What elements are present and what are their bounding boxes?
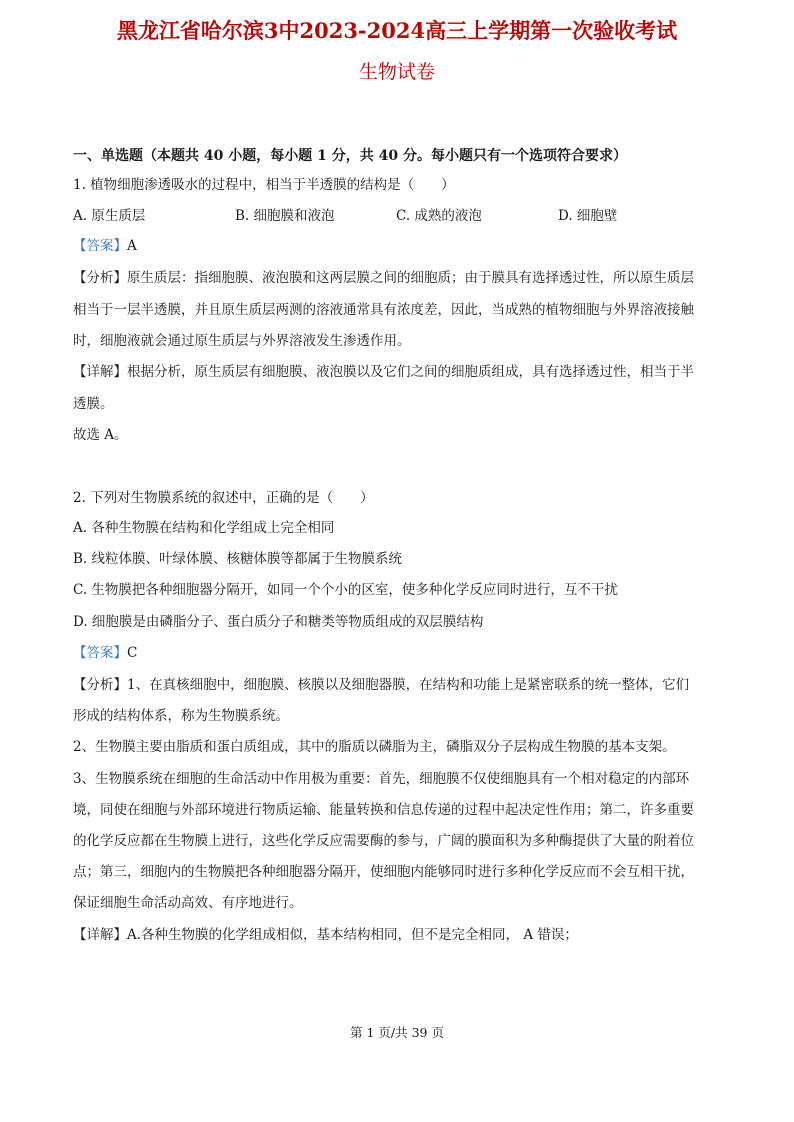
question-2-option-a: A. 各种生物膜在结构和化学组成上完全相同 xyxy=(73,520,335,536)
question-2-stem: 2. 下列对生物膜系统的叙述中，正确的是（ ） xyxy=(73,490,374,506)
analysis-text: 原生质层：指细胞膜、液泡膜和这两层膜之间的细胞质；由于膜具有选择透过性，所以原生质层 xyxy=(127,270,694,286)
question-1-option-a: A. 原生质层 xyxy=(73,208,146,224)
question-2-analysis-line: 的化学反应都在生物膜上进行，这些化学反应需要酶的参与，广阔的膜面积为多种酶提供了大量的附着位 xyxy=(73,833,694,849)
question-1-option-b: B. 细胞膜和液泡 xyxy=(235,208,335,224)
question-2-analysis-line xyxy=(73,675,723,695)
analysis-tag: 【分析】 xyxy=(73,677,127,693)
answer-tag: 【答案】 xyxy=(73,645,127,661)
question-1-stem: 1. 植物细胞渗透吸水的过程中，相当于半透膜的结构是（ ） xyxy=(73,177,455,193)
answer-tag: 【答案】 xyxy=(73,238,127,254)
question-1-detail-line: 透膜。 xyxy=(73,396,114,412)
question-2-option-b: B. 线粒体膜、叶绿体膜、核糖体膜等都属于生物膜系统 xyxy=(73,551,403,567)
question-2-analysis-line: 形成的结构体系，称为生物膜系统。 xyxy=(73,708,289,724)
question-1-analysis-line: 相当于一层半透膜，并且原生质层两测的溶液通常具有浓度差，因此，当成熟的植物细胞与外界溶液接触 xyxy=(73,302,694,318)
question-1-detail-line xyxy=(73,362,723,382)
question-1-conclusion: 故选 A。 xyxy=(73,427,128,443)
question-2-detail-line xyxy=(73,925,723,945)
question-1-option-c: C. 成熟的液泡 xyxy=(396,208,482,224)
question-2-analysis-line: 点；第三，细胞内的生物膜把各种细胞器分隔开，使细胞内能够同时进行多种化学反应而不会互相干扰， xyxy=(73,864,694,880)
section-heading: 一、单选题（本题共 40 小题，每小题 1 分，共 40 分。每小题只有一个选项符合要求） xyxy=(73,148,627,164)
question-2-analysis-line: 3、生物膜系统在细胞的生命活动中作用极为重要：首先，细胞膜不仅使细胞具有一个相对稳定的内部环 xyxy=(73,771,690,787)
question-2-analysis-line: 保证细胞生命活动高效、有序地进行。 xyxy=(73,895,303,911)
question-1-answer xyxy=(73,236,723,256)
document-subtitle: 生物试卷 xyxy=(358,61,435,83)
answer-value: C xyxy=(127,645,138,661)
answer-value: A xyxy=(127,238,137,254)
detail-tag: 【详解】 xyxy=(73,927,127,943)
question-1-option-d: D. 细胞壁 xyxy=(558,208,618,224)
analysis-text: 1、在真核细胞中，细胞膜、核膜以及细胞器膜，在结构和功能上是紧密联系的统一整体，它们 xyxy=(127,677,690,693)
question-2-analysis-line: 境，同使在细胞与外部环境进行物质运输、能量转换和信息传递的过程中起决定性作用；第二，许多重要 xyxy=(73,802,694,818)
page-number: 第 1 页/共 39 页 xyxy=(350,1025,444,1040)
question-2-option-c: C. 生物膜把各种细胞器分隔开，如同一个个小的区室，使多种化学反应同时进行，互不干扰 xyxy=(73,582,618,598)
question-2-answer xyxy=(73,643,723,663)
question-2-analysis-line: 2、生物膜主要由脂质和蛋白质组成，其中的脂质以磷脂为主，磷脂双分子层构成生物膜的基本支架。 xyxy=(73,739,676,755)
question-1-analysis-line xyxy=(73,268,723,288)
analysis-tag: 【分析】 xyxy=(73,270,127,286)
detail-text: A.各种生物膜的化学组成相似，基本结构相同，但不是完全相同， A 错误； xyxy=(127,927,578,943)
question-1-analysis-line: 时，细胞液就会通过原生质层与外界溶液发生渗透作用。 xyxy=(73,333,411,349)
detail-text: 根据分析，原生质层有细胞膜、液泡膜以及它们之间的细胞质组成，具有选择透过性，相当于半 xyxy=(127,364,694,380)
detail-tag: 【详解】 xyxy=(73,364,127,380)
document-title: 黑龙江省哈尔滨3中2023-2024高三上学期第一次验收考试 xyxy=(116,18,678,43)
question-2-option-d: D. 细胞膜是由磷脂分子、蛋白质分子和糖类等物质组成的双层膜结构 xyxy=(73,614,484,630)
